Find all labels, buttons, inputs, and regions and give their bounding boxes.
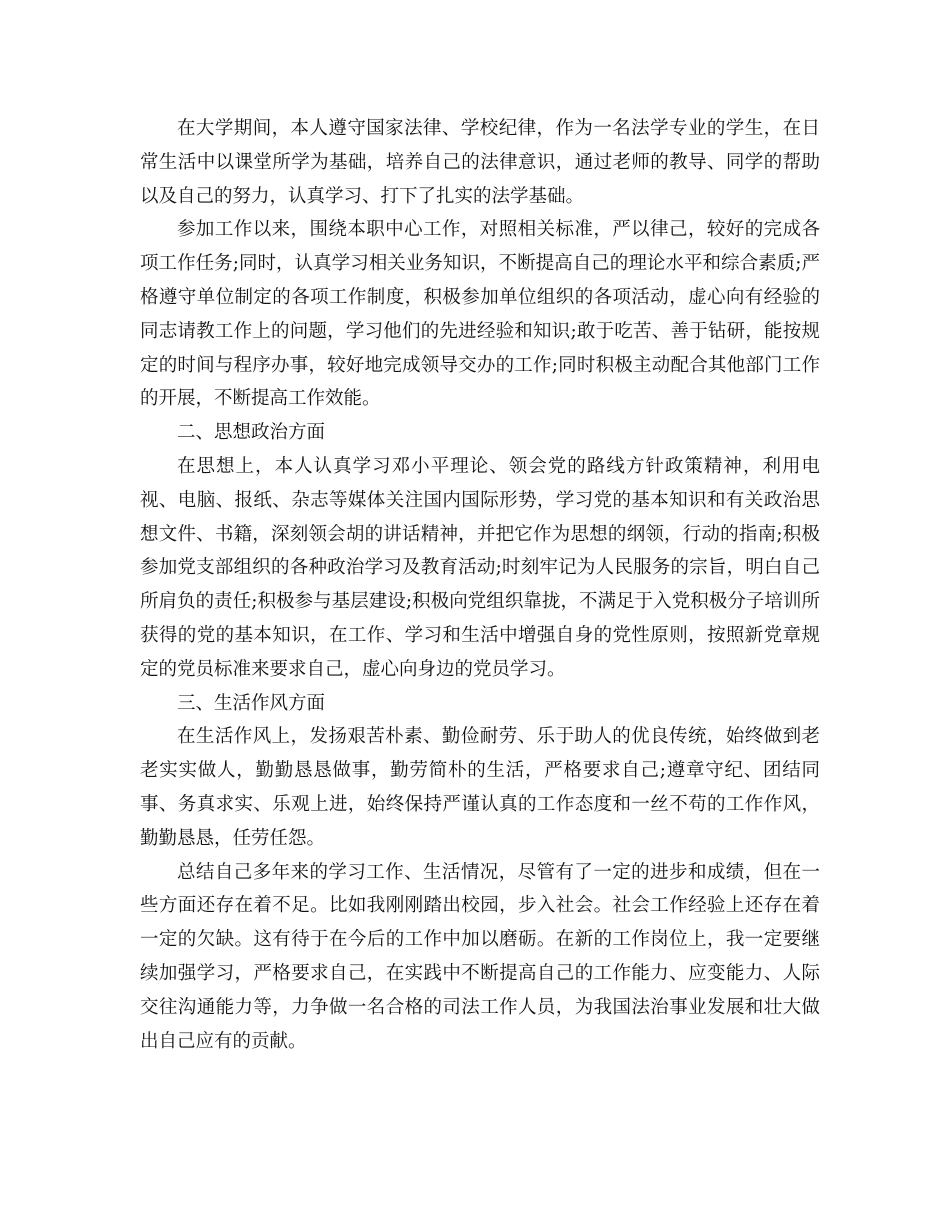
paragraph-lifestyle: 在生活作风上，发扬艰苦朴素、勤俭耐劳、乐于助人的优良传统，始终做到老老实实做人，勤勤恳恳做事，勤劳简朴的生活，严格要求自己;遵章守纪、团结同事、务真求实、乐观上进，始终保持严谨认真的工作态度和一丝不苟的工作作风，勤勤恳恳，任劳任怨。 [140, 726, 820, 849]
paragraph-summary: 总结自己多年来的学习工作、生活情况，尽管有了一定的进步和成绩，但在一些方面还存在着不足。比如我刚刚踏出校园，步入社会。社会工作经验上还存在着一定的欠缺。这有待于在今后的工作中加以磨砺。在新的工作岗位上，我一定要继续加强学习，严格要求自己，在实践中不断提高自己的工作能力、应变能力、人际交往沟通能力等，力争做一名合格的司法工作人员，为我国法治事业发展和壮大做出自己应有的贡献。 [140, 861, 820, 1052]
section-heading-political: 二、思想政治方面 [177, 422, 326, 444]
document-body [140, 112, 820, 1058]
paragraph-political: 在思想上，本人认真学习邓小平理论、领会党的路线方针政策精神，利用电视、电脑、报纸、杂志等媒体关注国内国际形势，学习党的基本知识和有关政治思想文件、书籍，深刻领会胡的讲话精神，并把它作为思想的纲领，行动的指南;积极参加党支部组织的各种政治学习及教育活动;时刻牢记为人民服务的宗旨，明白自己所肩负的责任;积极参与基层建设;积极向党组织靠拢，不满足于入党积极分子培训所获得的党的基本知识，在工作、学习和生活中增强自身的党性原则，按照新党章规定的党员标准来要求自己，虚心向身边的党员学习。 [140, 455, 820, 680]
paragraph-work: 参加工作以来，围绕本职中心工作，对照相关标准，严以律己，较好的完成各项工作任务;同时，认真学习相关业务知识，不断提高自己的理论水平和综合素质;严格遵守单位制定的各项工作制度，积极参加单位组织的各项活动，虚心向有经验的同志请教工作上的问题，学习他们的先进经验和知识;敢于吃苦、善于钻研，能按规定的时间与程序办事，较好地完成领导交办的工作;同时积极主动配合其他部门工作的开展，不断提高工作效能。 [140, 219, 820, 410]
paragraph-university: 在大学期间，本人遵守国家法律、学校纪律，作为一名法学专业的学生，在日常生活中以课堂所学为基础，培养自己的法律意识，通过老师的教导、同学的帮助以及自己的努力，认真学习、打下了扎实的法学基础。 [140, 118, 820, 207]
section-heading-lifestyle: 三、生活作风方面 [177, 692, 326, 714]
